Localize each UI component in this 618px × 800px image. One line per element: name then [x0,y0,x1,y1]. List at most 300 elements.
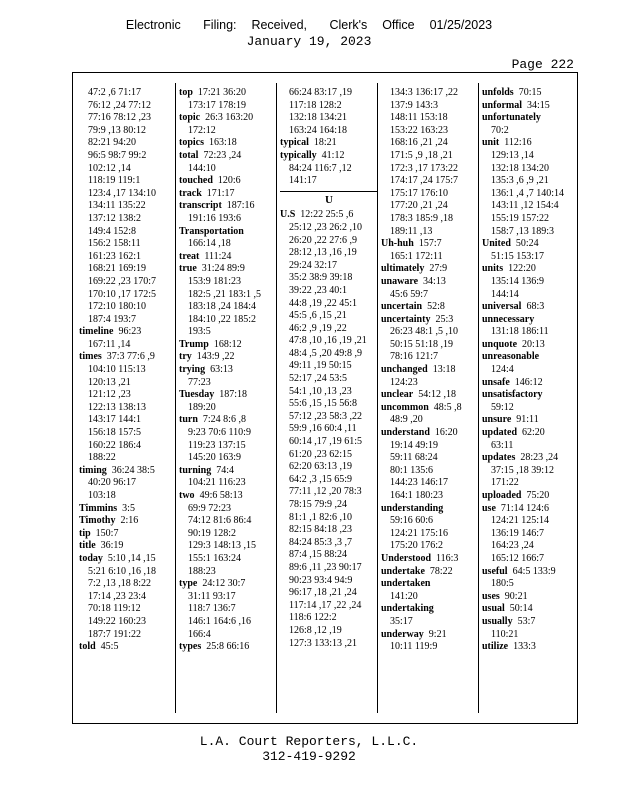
index-refs-continued: 127:3 133:13 ,21 [289,637,358,649]
index-entry [79,528,177,541]
index-refs: 90:21 [504,590,528,602]
index-refs-continued: 137:9 143:3 [390,99,439,111]
index-term: topic [179,112,201,124]
index-refs-continued: 136:1 ,4 ,7 140:14 [491,187,565,199]
reporter-phone: 312-419-9292 [262,749,356,764]
index-term: unfortunately [482,112,541,124]
index-refs-continued: 46:2 ,9 ,19 ,22 [289,322,347,334]
index-refs-continued: 189:20 [188,401,216,413]
index-refs: 187:16 [226,200,255,212]
index-refs-continued: 149:4 152:8 [88,225,137,237]
index-refs-continued: 96:5 98:7 99:2 [88,149,147,161]
index-refs-continued: 29:24 32:17 [289,259,338,271]
index-term: uses [482,590,500,602]
index-entry [79,540,177,553]
index-entry [79,351,177,364]
index-term: updated [482,427,518,439]
index-entry [381,402,479,415]
index-entry [381,503,479,516]
index-term: top [179,87,193,98]
index-refs-continued: 170:10 ,17 172:5 [88,288,157,300]
index-entry [482,100,580,113]
index-refs-continued: 82:21 94:20 [88,137,137,149]
index-refs-continued: 19:14 49:19 [390,439,439,451]
index-refs: 50:14 [509,603,533,615]
index-refs-continued: 61:20 ,23 62:15 [289,448,353,460]
index-entry [482,137,580,150]
index-entry [79,515,177,528]
index-refs-continued: 143:17 144:1 [88,414,142,426]
index-entry [482,566,580,579]
index-refs-continued: 174:17 ,24 175:7 [390,175,459,187]
index-refs-continued: 120:13 ,21 [88,376,131,388]
index-entry [482,339,580,352]
page-number: Page 222 [511,57,574,72]
index-entry [79,553,177,566]
index-entry [179,87,277,100]
index-term: transcript [179,200,222,212]
index-refs-continued: 167:11 ,14 [88,338,131,350]
index-entry [482,603,580,616]
index-refs-continued: 26:23 48:1 ,5 ,10 [390,326,459,338]
index-refs: 17:21 36:20 [197,87,246,98]
index-refs-continued: 45:5 ,6 ,15 ,21 [289,310,347,322]
index-refs-continued: 171:22 [491,477,519,489]
index-term: utilize [482,641,509,653]
index-refs-continued: 144:10 [188,162,216,174]
index-term: types [179,641,202,653]
index-refs-continued: 165:1 172:11 [390,250,443,262]
index-refs: 54:12 ,18 [418,389,456,401]
index-term: turning [179,464,212,476]
index-refs-continued: 193:5 [188,326,211,338]
index-term: unformal [482,99,522,111]
index-refs: 26:3 163:20 [205,112,254,124]
index-refs-continued: 168:16 ,21 ,24 [390,137,448,149]
index-refs: 150:7 [95,527,119,539]
index-term: title [79,540,96,552]
index-refs-continued: 164:1 180:23 [390,490,444,501]
index-term: units [482,263,504,275]
index-refs-continued: 84:24 85:3 ,3 ,7 [289,536,353,548]
index-term: usual [482,603,505,615]
index-refs: 72:23 ,24 [203,149,242,161]
index-entry [381,301,479,314]
index-entry [179,112,277,125]
index-refs-continued: 62:20 63:13 ,19 [289,461,353,473]
index-refs-continued: 160:22 186:4 [88,439,142,451]
index-refs-continued: 48:9 ,20 [390,414,423,426]
index-entry [179,200,277,213]
index-refs: 41:12 [321,149,345,161]
index-entry [79,641,177,654]
index-refs: 74:4 [216,464,235,476]
index-term: U.S [280,209,296,221]
index-term: tip [79,527,91,539]
index-term: today [79,552,103,564]
index-refs-continued: 104:21 116:23 [188,477,246,489]
index-refs-continued: 37:15 ,18 39:12 [491,464,555,476]
index-refs-continued: 47:2 ,6 71:17 [88,87,142,98]
index-term: unsafe [482,376,510,388]
index-refs-continued: 119:23 137:15 [188,439,246,451]
index-term: unsure [482,414,512,426]
index-refs-continued: 166:4 [188,628,211,640]
index-term: unaware [381,275,419,287]
index-refs: 64:5 133:9 [512,565,556,577]
index-refs: 70:15 [518,87,542,98]
index-refs-continued: 180:5 [491,578,514,590]
index-refs: 27:9 [429,263,448,275]
index-entry [381,578,479,591]
index-refs-continued: 103:18 [88,490,116,501]
index-refs-continued: 187:7 191:22 [88,628,142,640]
index-entry [381,427,479,440]
index-refs-continued: 131:18 186:11 [491,326,549,338]
index-refs-continued: 17:14 ,23 23:4 [88,590,147,602]
index-refs: 187:18 [219,389,247,401]
index-entry [482,238,580,251]
index-refs-continued: 117:14 ,17 ,22 ,24 [289,599,362,611]
index-refs-continued: 77:23 [188,376,211,388]
index-refs: 9:21 [428,628,447,640]
index-refs-continued: 45:6 59:7 [390,288,429,300]
index-term: understand [381,427,430,439]
index-term: timeline [79,326,114,338]
index-refs-continued: 118:7 136:7 [188,603,236,615]
index-refs: 111:24 [204,250,232,262]
index-entry [482,641,580,654]
index-refs-continued: 124:23 [390,376,418,388]
index-refs-continued: 96:17 ,18 ,21 ,24 [289,587,357,599]
index-column-5 [482,87,580,654]
index-refs-continued: 141:20 [390,590,418,602]
index-refs-continued: 82:15 84:18 ,23 [289,524,353,536]
index-entry [482,490,580,503]
index-refs-continued: 79:9 ,13 80:12 [88,124,147,136]
index-refs-continued: 164:23 ,24 [491,540,534,552]
index-entry [179,414,277,427]
index-refs-continued: 177:20 ,21 ,24 [390,200,448,212]
index-refs: 20:13 [522,338,545,350]
index-refs-continued: 155:1 163:24 [188,552,242,564]
index-entry [179,226,277,239]
index-term: touched [179,175,213,187]
index-refs: 34:15 [527,99,550,111]
index-refs: 120:6 [217,175,241,187]
index-refs-continued: 123:4 ,17 134:10 [88,187,157,199]
index-term: Timmins [79,502,118,514]
index-entry [179,364,277,377]
index-entry [179,175,277,188]
index-entry [381,276,479,289]
index-entry [482,503,580,516]
index-entry [482,389,580,402]
index-refs-continued: 183:18 ,24 184:4 [188,301,257,313]
index-term: typically [280,149,317,161]
index-entry [482,351,580,364]
index-refs-continued: 124:21 125:14 [491,515,550,527]
index-refs-continued: 132:18 134:20 [491,162,550,174]
index-refs-continued: 110:21 [491,628,519,640]
index-entry [179,339,277,352]
index-refs: 157:7 [418,238,442,250]
index-refs-continued: 122:13 138:13 [88,401,147,413]
index-entry [381,553,479,566]
index-entry [280,209,378,222]
index-refs-continued: 135:3 ,6 ,9 ,21 [491,175,549,187]
index-refs-continued: 102:12 ,14 [88,162,131,174]
index-entry [482,452,580,465]
index-refs: 25:8 66:16 [206,641,250,653]
index-entry [280,137,378,150]
index-term: unchanged [381,364,428,376]
index-refs: 45:5 [100,641,119,653]
index-refs: 116:3 [436,552,459,564]
index-entry [482,263,580,276]
index-refs-continued: 59:12 [491,401,514,413]
index-refs: 52:8 [427,301,445,313]
column-divider [276,83,277,713]
index-entry [482,427,580,440]
index-term: unnecessary [482,313,535,325]
index-entry [381,263,479,276]
index-refs-continued: 144:23 146:17 [390,477,449,489]
index-entry [179,465,277,478]
index-refs-continued: 59:16 60:6 [390,515,434,527]
index-refs-continued: 10:11 119:9 [390,641,438,653]
index-entry [79,503,177,516]
index-column-4 [381,87,479,654]
index-refs-continued: 35:17 [390,615,413,627]
index-refs-continued: 70:18 119:12 [88,603,141,615]
index-term: unit [482,137,500,149]
index-refs-continued: 175:17 176:10 [390,187,449,199]
index-term: trying [179,364,206,376]
index-refs-continued: 161:23 162:1 [88,250,142,262]
index-term: updates [482,452,516,464]
index-entry [179,389,277,402]
index-refs-continued: 64:2 ,3 ,15 65:9 [289,473,353,485]
index-refs-continued: 163:24 164:18 [289,124,348,136]
index-refs-continued: 134:3 136:17 ,22 [390,87,459,98]
index-refs-continued: 166:14 ,18 [188,238,231,250]
index-refs-continued: 156:2 158:11 [88,238,141,250]
index-entry [179,263,277,276]
index-refs-continued: 173:17 178:19 [188,99,247,111]
index-term: universal [482,301,522,313]
index-term: unclear [381,389,414,401]
index-refs: 53:7 [517,615,536,627]
index-refs-continued: 153:22 163:23 [390,124,449,136]
index-refs-continued: 47:8 ,10 ,16 ,19 ,21 [289,335,367,347]
index-refs: 143:9 ,22 [196,351,235,363]
index-entry [179,578,277,591]
index-term: unreasonable [482,351,540,363]
index-term: told [79,641,96,653]
index-refs-continued: 146:1 164:6 ,16 [188,615,252,627]
index-refs-continued: 118:6 122:2 [289,612,337,624]
index-refs-continued: 77:11 ,12 ,20 78:3 [289,486,362,498]
index-refs: 48:5 ,8 [433,401,462,413]
index-refs-continued: 169:22 ,23 170:7 [88,275,157,287]
index-entry [179,150,277,163]
index-refs-continued: 35:2 38:9 39:18 [289,272,353,284]
index-refs-continued: 31:11 93:17 [188,590,236,602]
index-refs: 36:19 [100,540,124,552]
index-refs-continued: 66:24 83:17 ,19 [289,87,353,98]
index-refs-continued: 143:11 ,12 154:4 [491,200,559,212]
index-refs: 24:12 30:7 [202,578,246,590]
index-term: uploaded [482,490,522,501]
index-refs: 112:16 [504,137,532,149]
index-column-2 [179,87,277,654]
index-entry [280,150,378,163]
index-refs-continued: 132:18 134:21 [289,112,348,124]
index-refs-continued: 26:20 ,22 27:6 ,9 [289,234,358,246]
index-column-3 [280,87,378,650]
index-term: Trump [179,338,209,350]
index-refs-continued: 158:7 ,13 189:3 [491,225,555,237]
index-column-1 [79,87,177,654]
index-refs: 5:10 ,14 ,15 [107,552,156,564]
index-refs-continued: 134:11 135:22 [88,200,146,212]
index-term: topics [179,137,204,149]
index-entry [482,301,580,314]
index-refs-continued: 172:12 [188,124,216,136]
index-refs-continued: 155:19 157:22 [491,212,550,224]
index-refs-continued: 124:4 [491,364,514,376]
filing-header: Electronic Filing: Received, Clerk's Office 01/25/2023 [125,18,493,32]
index-term: underway [381,628,424,640]
index-term: Understood [381,552,432,564]
index-refs-continued: 121:12 ,23 [88,389,131,401]
index-refs: 34:13 [423,275,446,287]
index-term: usually [482,615,513,627]
index-entry [179,137,277,150]
index-refs: 2:16 [120,515,139,527]
index-refs-continued: 145:20 163:9 [188,452,242,464]
index-refs-continued: 59:9 ,16 60:4 ,11 [289,423,357,435]
index-refs: 13:18 [432,364,456,376]
index-refs-continued: 59:11 68:24 [390,452,438,464]
index-term: undertaken [381,578,431,590]
index-term: understanding [381,502,444,514]
index-refs: 62:20 [522,427,545,439]
index-entry [482,112,580,125]
index-term: total [179,149,199,161]
index-term: ultimately [381,263,425,275]
index-term: turn [179,414,198,426]
index-refs: 49:6 58:13 [199,490,243,501]
index-entry [482,591,580,604]
index-refs-continued: 175:20 176:2 [390,540,444,552]
index-refs-continued: 189:11 ,13 [390,225,433,237]
index-refs: 50:24 [515,238,539,250]
index-refs: 171:17 [206,187,235,199]
index-refs: 75:20 [526,490,550,501]
index-refs-continued: 87:4 ,15 88:24 [289,549,348,561]
index-refs-continued: 104:10 115:13 [88,364,146,376]
index-term: undertaking [381,603,434,615]
index-refs: 3:5 [122,502,135,514]
index-entry [381,364,479,377]
index-refs-continued: 172:3 ,17 173:22 [390,162,459,174]
index-entry [179,490,277,503]
index-term: use [482,502,496,514]
index-term: times [79,351,102,363]
index-refs-continued: 187:4 193:7 [88,313,137,325]
index-refs-continued: 44:8 ,19 ,22 45:1 [289,297,358,309]
index-entry [381,629,479,642]
index-refs-continued: 9:23 70:6 110:9 [188,427,251,439]
index-term: typical [280,137,309,149]
index-refs-continued: 69:9 72:23 [188,502,232,514]
index-refs-continued: 48:4 ,5 ,20 49:8 ,9 [289,347,363,359]
index-refs-continued: 39:22 ,23 40:1 [289,284,348,296]
index-entry [381,389,479,402]
index-refs-continued: 57:12 ,23 58:3 ,22 [289,410,363,422]
index-refs-continued: 168:21 169:19 [88,263,147,275]
index-refs-continued: 188:23 [188,565,216,577]
index-term: Uh-huh [381,238,414,250]
index-refs: 146:12 [514,376,543,388]
index-term: type [179,578,198,590]
index-refs-continued: 148:11 153:18 [390,112,448,124]
index-refs-continued: 153:9 181:23 [188,275,242,287]
index-letter-heading: U [280,191,378,207]
index-term: Transportation [179,225,244,237]
index-refs-continued: 55:6 ,15 ,15 56:8 [289,398,358,410]
reporter-company: L.A. Court Reporters, L.L.C. [199,734,419,749]
index-term: Timothy [79,515,116,527]
index-refs-continued: 25:12 ,23 26:2 ,10 [289,221,363,233]
index-refs-continued: 52:17 ,24 53:5 [289,373,348,385]
index-refs-continued: 124:21 175:16 [390,527,449,539]
index-refs-continued: 149:22 160:23 [88,615,147,627]
index-refs-continued: 5:21 6:10 ,16 ,18 [88,565,157,577]
index-term: uncommon [381,401,429,413]
column-divider [175,83,176,713]
index-refs-continued: 90:19 128:2 [188,527,237,539]
index-entry [482,87,580,100]
index-refs-continued: 81:1 ,1 82:6 ,10 [289,511,353,523]
index-term: useful [482,565,508,577]
index-refs: 78:22 [429,565,453,577]
index-entry [179,641,277,654]
index-refs-continued: 188:22 [88,452,116,464]
index-refs-continued: 63:11 [491,439,514,451]
index-refs-continued: 50:15 51:18 ,19 [390,338,454,350]
index-term: two [179,490,195,501]
index-entry [179,351,277,364]
index-term: uncertainty [381,313,431,325]
index-term: track [179,187,202,199]
index-term: timing [79,464,107,476]
index-refs: 91:11 [516,414,539,426]
index-term: unsatisfactory [482,389,543,401]
filing-date: January 19, 2023 [246,34,372,49]
index-refs-continued: 89:6 ,11 ,23 90:17 [289,561,362,573]
index-term: treat [179,250,200,262]
index-refs: 16:20 [434,427,458,439]
index-entry [482,414,580,427]
index-refs-continued: 84:24 116:7 ,12 [289,162,352,174]
index-refs: 163:18 [209,137,237,149]
index-refs-continued: 40:20 96:17 [88,477,137,489]
index-refs: 96:23 [118,326,142,338]
column-divider [478,83,479,713]
